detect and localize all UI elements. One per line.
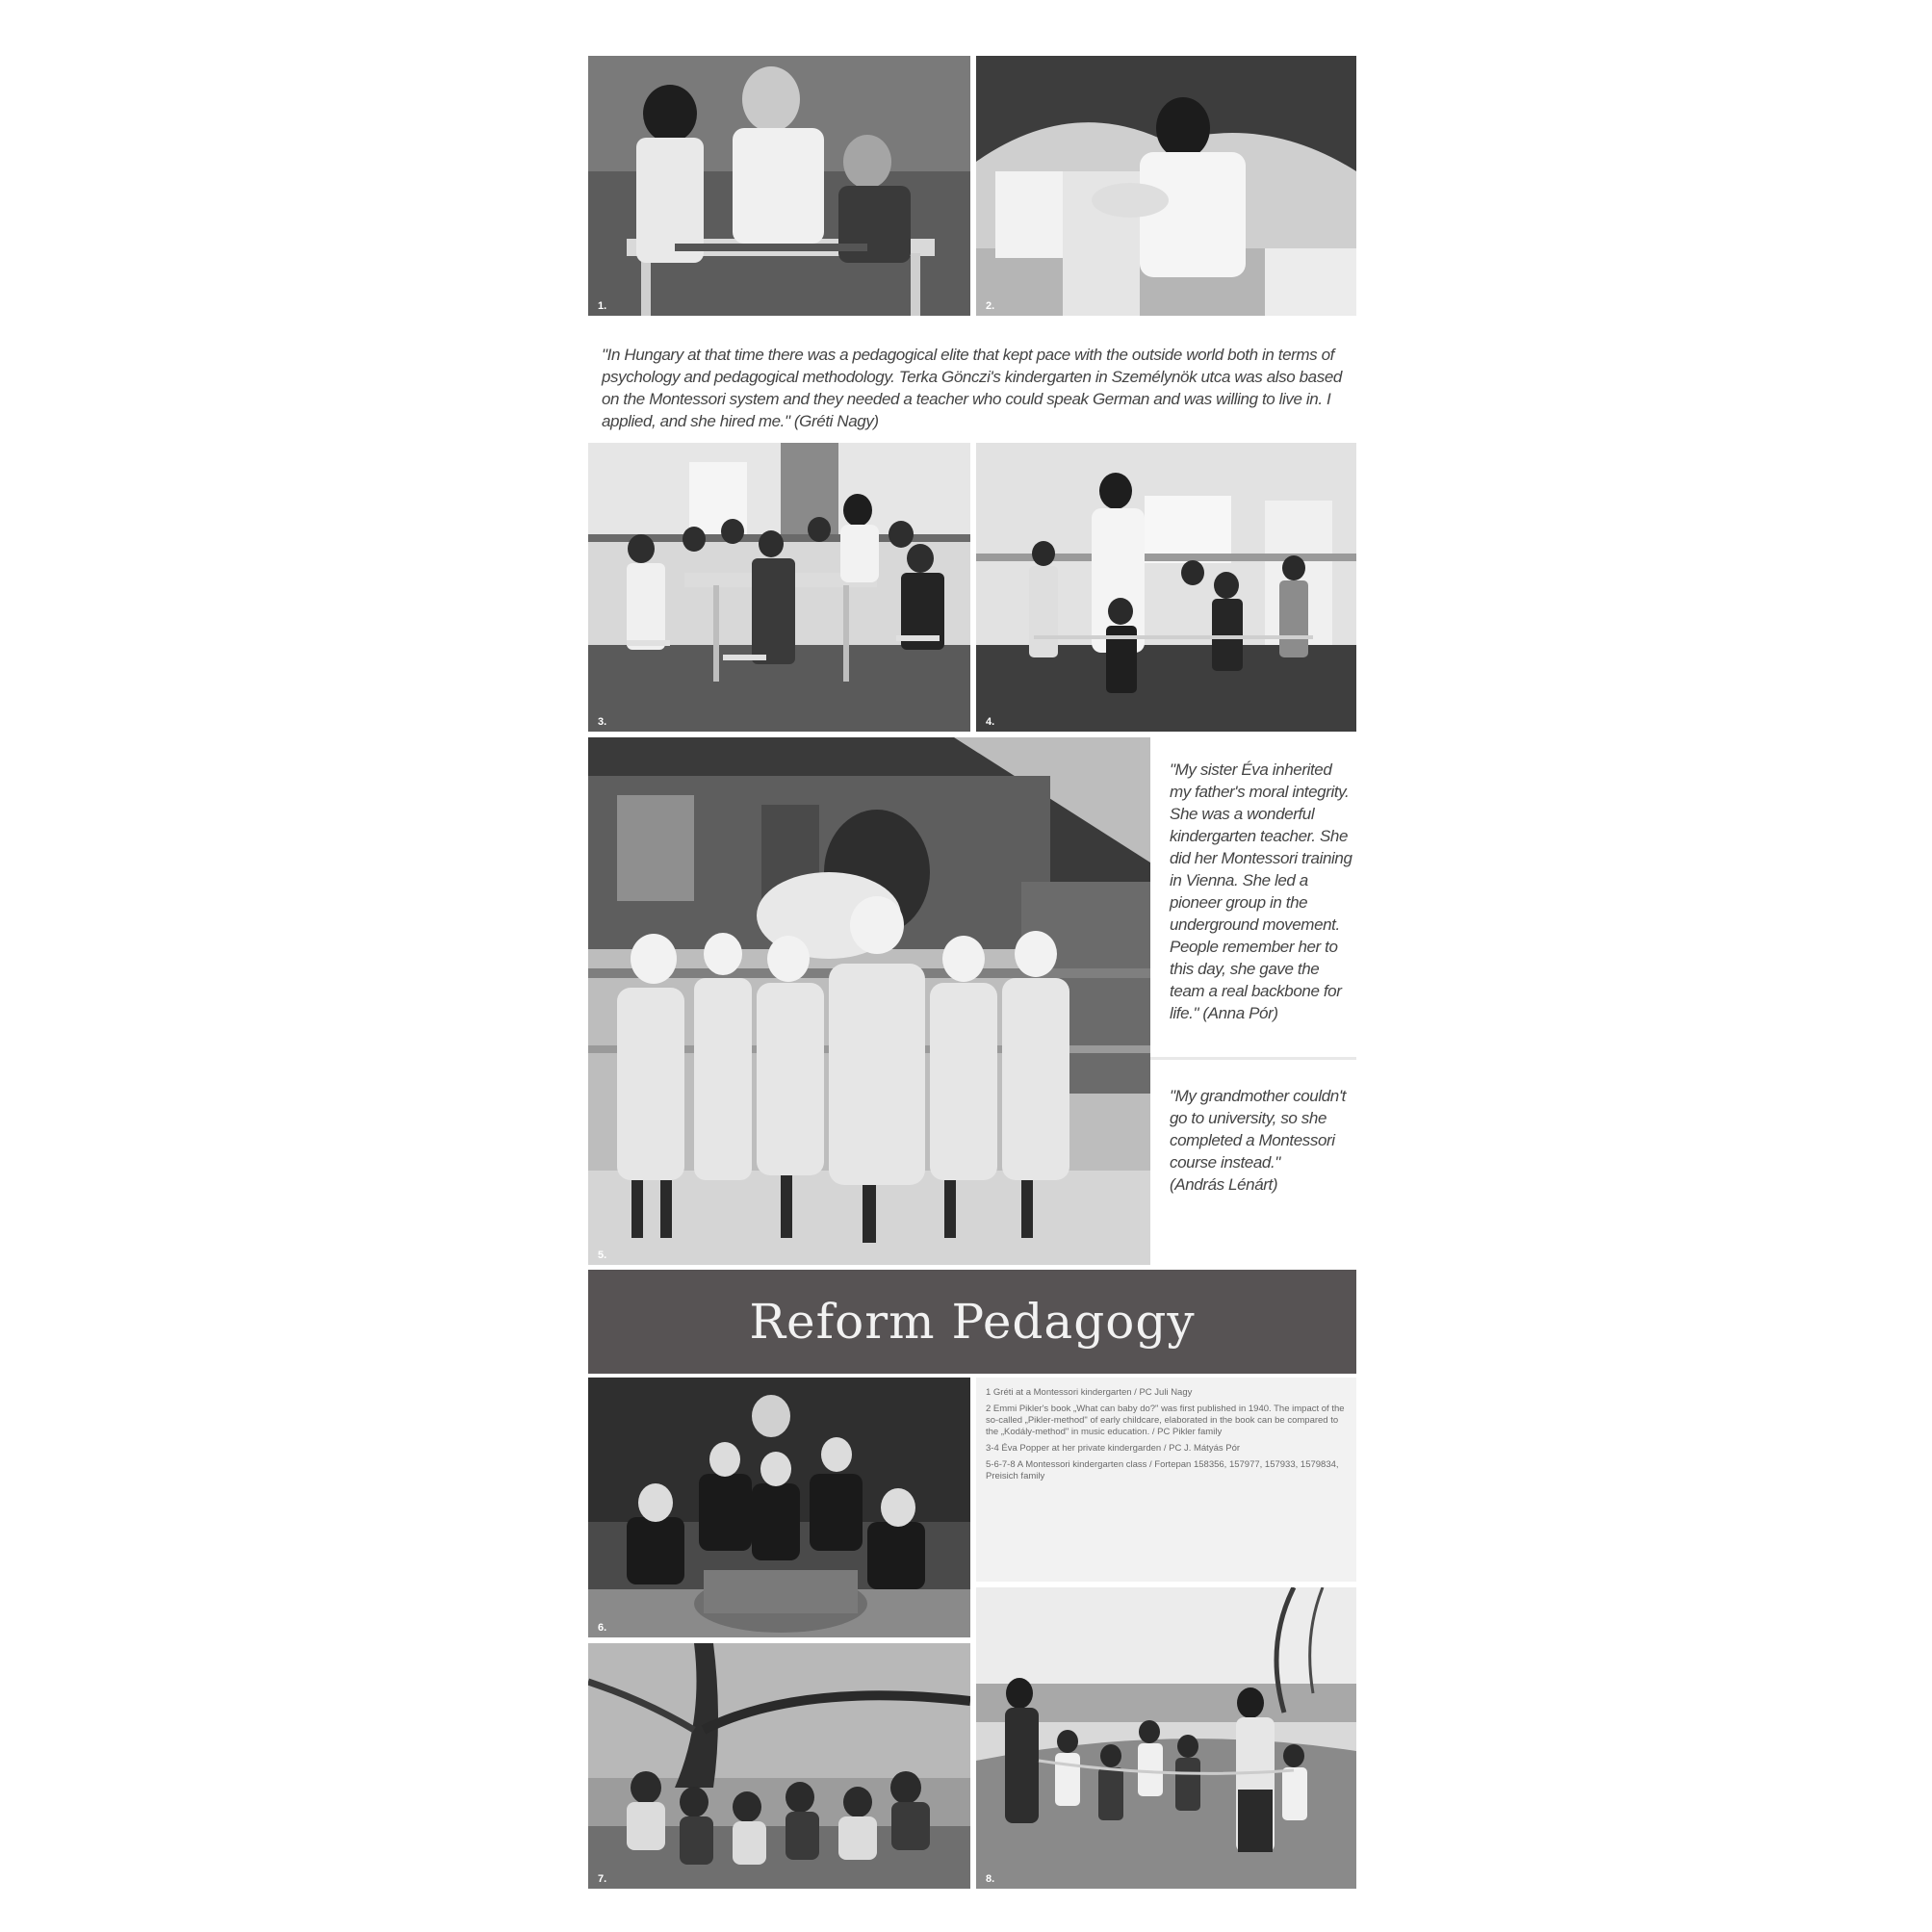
- photo-8-scene: [976, 1587, 1356, 1889]
- exhibit-panel: [588, 56, 1356, 1889]
- photo-6-scene: [588, 1378, 970, 1637]
- caption-5-8: 5-6-7-8 A Montessori kindergarten class / Fortepan 158356, 157977, 157933, 1579834, Preisich family: [986, 1459, 1339, 1481]
- photo-1-scene: [588, 56, 970, 316]
- photo-1: [588, 56, 970, 316]
- photo-7: [588, 1643, 970, 1889]
- photo-number: 1.: [598, 300, 607, 312]
- title-banner: [588, 1270, 1356, 1374]
- quote-andras-lenart: [1170, 1085, 1354, 1196]
- photo-2-scene: [976, 56, 1356, 316]
- quote-greti-nagy: "In Hungary at that time there was a pedagogical elite that kept pace with the outside world both in terms of psychology and pedagogical methodology. Terka Gönczi's kindergarten in Személynök utca was also based on the Montessori system and they needed a teacher who could speak German and was willing to live in. I applied, and she hired me." (Gréti Nagy): [602, 346, 1342, 430]
- photo-number: 6.: [598, 1622, 607, 1634]
- photo-5: [588, 737, 1150, 1265]
- photo-2: [976, 56, 1356, 316]
- photo-number: 2.: [986, 300, 995, 312]
- photo-8: [976, 1587, 1356, 1889]
- quote-anna-por: "My sister Éva inherited my father's moral integrity. She was a wonderful kindergarten teacher. She did her Montessori training in Vienna. She led a pioneer group in the underground movement. People remember her to this day, she gave the team a real backbone for life." (Anna Pór): [1170, 760, 1352, 1022]
- quote-andras-author: (András Lénárt): [1170, 1175, 1278, 1194]
- photo-5-scene: [588, 737, 1150, 1265]
- photo-captions: [976, 1378, 1356, 1582]
- photo-number: 8.: [986, 1873, 995, 1885]
- photo-3-scene: [588, 443, 970, 732]
- caption-1: 1 Gréti at a Montessori kindergarten / PC Juli Nagy: [986, 1387, 1193, 1398]
- photo-6: [588, 1378, 970, 1637]
- quote-andras-text: "My grandmother couldn't go to university, so she completed a Montessori course instead.": [1170, 1087, 1346, 1172]
- photo-number: 4.: [986, 716, 995, 728]
- quote-divider: [1150, 1057, 1356, 1060]
- photo-7-scene: [588, 1643, 970, 1889]
- photo-number: 5.: [598, 1249, 607, 1261]
- photo-number: 7.: [598, 1873, 607, 1885]
- photo-4-scene: [976, 443, 1356, 732]
- caption-3-4: 3-4 Éva Popper at her private kindergarden / PC J. Mátyás Pór: [986, 1443, 1241, 1454]
- photo-3: [588, 443, 970, 732]
- photo-number: 3.: [598, 716, 607, 728]
- banner-title: Reform Pedagogy: [749, 1294, 1196, 1350]
- photo-4: [976, 443, 1356, 732]
- caption-2: 2 Emmi Pikler's book „What can baby do?" was first published in 1940. The impact of the so-called „Pikler-method" of early childcare, elaborated in the book can be compared to the „Kodály-method" in music education. / PC Pikler family: [986, 1404, 1345, 1437]
